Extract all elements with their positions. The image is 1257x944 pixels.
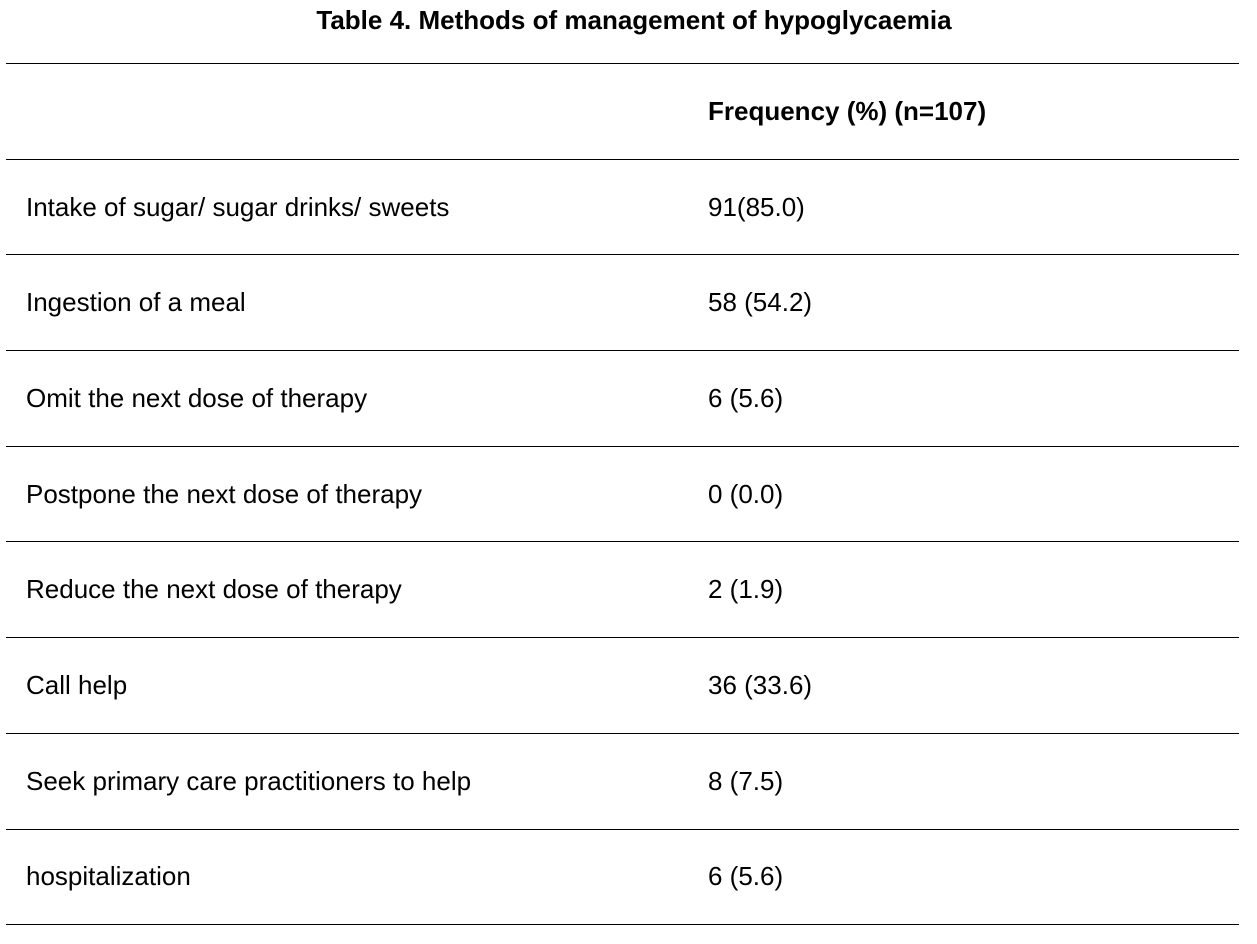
table-row <box>6 733 1239 829</box>
method-cell: Omit the next dose of therapy <box>26 382 368 413</box>
header-frequency-cell: Frequency (%) (n=107) <box>708 95 987 126</box>
management-table <box>6 63 1239 925</box>
frequency-cell: 6 (5.6) <box>708 382 784 413</box>
method-cell: Intake of sugar/ sugar drinks/ sweets <box>26 191 450 222</box>
table-row <box>6 159 1239 255</box>
frequency-cell: 36 (33.6) <box>708 669 813 700</box>
method-cell: Reduce the next dose of therapy <box>26 574 402 605</box>
table-row <box>6 446 1239 542</box>
table-row <box>6 350 1239 446</box>
table-row <box>6 541 1239 637</box>
method-cell: Ingestion of a meal <box>26 287 246 318</box>
frequency-cell: 6 (5.6) <box>708 861 784 892</box>
table-row <box>6 637 1239 733</box>
table-title: Table 4. Methods of management of hypoglycaemia <box>316 5 952 35</box>
frequency-cell: 58 (54.2) <box>708 287 813 318</box>
method-cell: Seek primary care practitioners to help <box>26 765 472 796</box>
method-cell: Postpone the next dose of therapy <box>26 478 423 509</box>
method-cell: Call help <box>26 669 128 700</box>
frequency-cell: 8 (7.5) <box>708 765 784 796</box>
frequency-cell: 0 (0.0) <box>708 478 784 509</box>
method-cell: hospitalization <box>26 861 191 892</box>
table-row <box>6 829 1239 926</box>
table-row <box>6 254 1239 350</box>
frequency-cell: 2 (1.9) <box>708 574 784 605</box>
frequency-cell: 91(85.0) <box>708 191 805 222</box>
table-header-row <box>6 63 1239 159</box>
